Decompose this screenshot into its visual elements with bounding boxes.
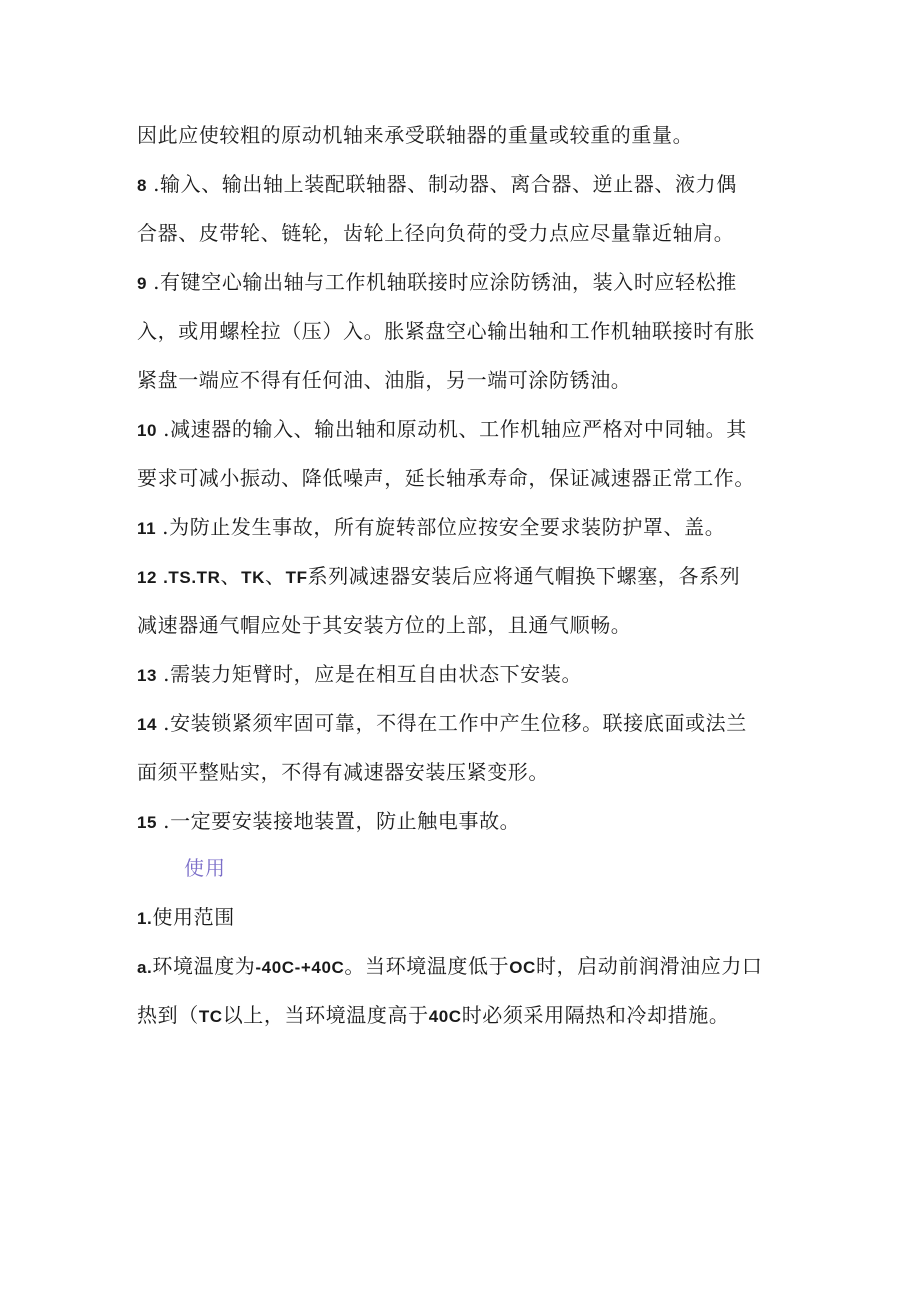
item-number: 12 (137, 568, 158, 587)
item-number: 14 (137, 715, 158, 734)
list-item-14 (137, 701, 797, 745)
list-item-10-cont (137, 456, 797, 500)
item-text: 紧盘一端应不得有任何油、油脂，另一端可涂防锈油。 (137, 368, 632, 392)
item-text: 入，或用螺栓拉（压）入。胀紧盘空心输出轴和工作机轴联接时有胀 (137, 319, 755, 343)
paragraph-continuation (137, 113, 797, 157)
item-text: .为防止发生事故，所有旋转部位应按安全要求装防护罩、盖。 (162, 515, 726, 539)
temperature-value: -40C-+40C (255, 958, 345, 977)
list-item-12-cont (137, 603, 797, 647)
item-number: 10 (137, 421, 158, 440)
list-item-11 (137, 505, 797, 549)
list-item-14-cont (137, 750, 797, 794)
item-text: .一定要安装接地装置，防止触电事故。 (163, 809, 521, 833)
item-text: .安装锁紧须牢固可靠，不得在工作中产生位移。联接底面或法兰 (163, 711, 747, 735)
item-number: 13 (137, 666, 158, 685)
item-text: TK (241, 568, 266, 587)
list-item-15 (137, 799, 797, 843)
item-text: 。当环境温度低于 (344, 954, 510, 978)
item-number: 8 (137, 176, 148, 195)
list-item-8-cont (137, 211, 797, 255)
item-text: 环境温度为 (152, 954, 256, 978)
item-text: 、 (265, 564, 286, 588)
subsection-text: 使用范围 (152, 905, 235, 929)
list-item-9 (137, 260, 797, 304)
item-text: .减速器的输入、输出轴和原动机、工作机轴应严格对中同轴。其 (163, 417, 747, 441)
subsection-number: 1. (137, 909, 153, 928)
item-text: .需装力矩臂时，应是在相互自由状态下安装。 (163, 662, 583, 686)
item-text: 时，启动前润滑油应力口 (535, 954, 763, 978)
item-number: 11 (137, 519, 157, 538)
item-text: 合器、皮带轮、链轮，齿轮上径向负荷的受力点应尽量靠近轴肩。 (137, 221, 735, 245)
list-item-9-cont (137, 309, 797, 353)
temperature-value: TC (198, 1007, 223, 1026)
item-text: .输入、输出轴上装配联轴器、制动器、离合器、逆止器、液力偶 (153, 172, 737, 196)
subsection-title (137, 895, 797, 939)
paragraph-text: 因此应使较粗的原动机轴来承受联轴器的重量或较重的重量。 (137, 123, 694, 147)
item-number: 9 (137, 274, 148, 293)
list-item-10 (137, 407, 797, 451)
temperature-value: 40C (428, 1007, 462, 1026)
item-text: .有键空心输出轴与工作机轴联接时应涂防锈油，装入时应轻松推 (153, 270, 737, 294)
item-text: 时必须采用隔热和冷却措施。 (461, 1003, 730, 1027)
item-number: 15 (137, 813, 158, 832)
item-text: 热到（ (137, 1003, 199, 1027)
item-text: 、 (220, 564, 242, 588)
temperature-value: OC (509, 958, 536, 977)
item-text: .TS.TR (163, 568, 221, 587)
section-heading: 使用 (184, 856, 226, 880)
item-prefix: a. (137, 958, 153, 977)
item-a (137, 944, 797, 988)
item-text: 以上，当环境温度高于 (222, 1003, 429, 1027)
item-a-cont (137, 993, 797, 1037)
list-item-12 (137, 554, 797, 598)
item-text: TF (285, 568, 308, 587)
list-item-13 (137, 652, 797, 696)
list-item-8 (137, 162, 797, 206)
item-text: 要求可减小振动、降低噪声，延长轴承寿命，保证减速器正常工作。 (137, 466, 755, 490)
list-item-9-cont2 (137, 358, 797, 402)
item-text: 面须平整贴实，不得有减速器安装压紧变形。 (137, 760, 549, 784)
item-text: 系列减速器安装后应将通气帽换下螺塞，各系列 (307, 564, 741, 588)
item-text: 减速器通气帽应处于其安装方位的上部，且通气顺畅。 (137, 613, 632, 637)
